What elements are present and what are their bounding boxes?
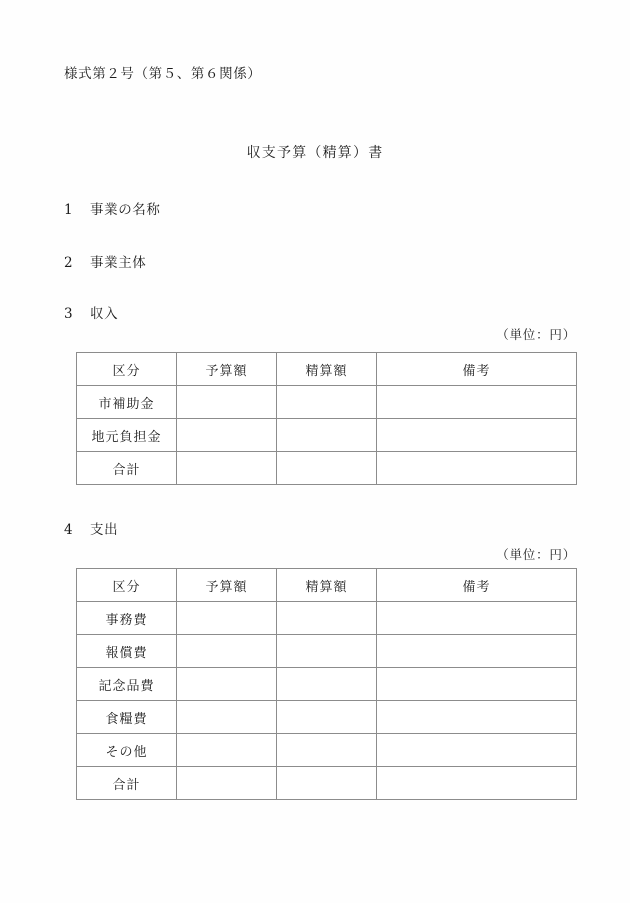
row-label: 記念品費 (77, 668, 177, 701)
cell-yosan[interactable] (177, 419, 277, 452)
cell-seisan[interactable] (277, 767, 377, 800)
cell-yosan[interactable] (177, 668, 277, 701)
table-row (77, 602, 577, 635)
cell-yosan[interactable] (177, 635, 277, 668)
cell-seisan[interactable] (277, 701, 377, 734)
cell-yosan[interactable] (177, 452, 277, 485)
cell-seisan[interactable] (277, 734, 377, 767)
section-number: 2 (64, 255, 74, 271)
cell-yosan[interactable] (177, 734, 277, 767)
table-header-row (77, 353, 577, 386)
section-number: 4 (64, 522, 74, 538)
cell-biko[interactable] (377, 767, 577, 800)
cell-yosan[interactable] (177, 386, 277, 419)
cell-biko[interactable] (377, 668, 577, 701)
column-header-yosan: 予算額 (177, 569, 277, 602)
row-label: 報償費 (77, 635, 177, 668)
cell-seisan[interactable] (277, 668, 377, 701)
cell-yosan[interactable] (177, 602, 277, 635)
table-row (77, 734, 577, 767)
section-label: 事業主体 (90, 255, 147, 271)
cell-yosan[interactable] (177, 767, 277, 800)
column-header-seisan: 精算額 (277, 353, 377, 386)
table-row (77, 701, 577, 734)
table-header-row (77, 569, 577, 602)
section-number: 3 (64, 306, 74, 322)
row-label: 食糧費 (77, 701, 177, 734)
column-header-seisan: 精算額 (277, 569, 377, 602)
form-number: 様式第２号（第５、第６関係） (64, 66, 262, 82)
section-expense (64, 518, 118, 538)
cell-seisan[interactable] (277, 452, 377, 485)
cell-biko[interactable] (377, 452, 577, 485)
table-row (77, 767, 577, 800)
row-label: 市補助金 (77, 386, 177, 419)
cell-biko[interactable] (377, 734, 577, 767)
row-label: 事務費 (77, 602, 177, 635)
table-row (77, 386, 577, 419)
section-business-entity (64, 251, 146, 271)
cell-biko[interactable] (377, 386, 577, 419)
cell-yosan[interactable] (177, 701, 277, 734)
expense-table (76, 568, 577, 800)
cell-biko[interactable] (377, 419, 577, 452)
unit-note-income: （単位：円） (496, 327, 576, 342)
section-income (64, 302, 118, 322)
row-label: その他 (77, 734, 177, 767)
cell-biko[interactable] (377, 602, 577, 635)
cell-biko[interactable] (377, 701, 577, 734)
unit-note-expense: （単位：円） (496, 547, 576, 562)
document-title: 収支予算（精算）書 (246, 145, 384, 161)
section-business-name (64, 198, 161, 218)
column-header-biko: 備考 (377, 353, 577, 386)
section-number: 1 (64, 202, 74, 218)
table-row (77, 668, 577, 701)
row-label: 合計 (77, 767, 177, 800)
section-label: 支出 (90, 522, 119, 538)
cell-seisan[interactable] (277, 602, 377, 635)
income-table (76, 352, 577, 485)
section-label: 収入 (90, 306, 119, 322)
column-header-kubun: 区分 (77, 353, 177, 386)
column-header-biko: 備考 (377, 569, 577, 602)
cell-biko[interactable] (377, 635, 577, 668)
table-row (77, 635, 577, 668)
cell-seisan[interactable] (277, 635, 377, 668)
table-row (77, 419, 577, 452)
cell-seisan[interactable] (277, 386, 377, 419)
row-label: 合計 (77, 452, 177, 485)
column-header-kubun: 区分 (77, 569, 177, 602)
table-row (77, 452, 577, 485)
cell-seisan[interactable] (277, 419, 377, 452)
section-label: 事業の名称 (90, 202, 161, 218)
row-label: 地元負担金 (77, 419, 177, 452)
column-header-yosan: 予算額 (177, 353, 277, 386)
